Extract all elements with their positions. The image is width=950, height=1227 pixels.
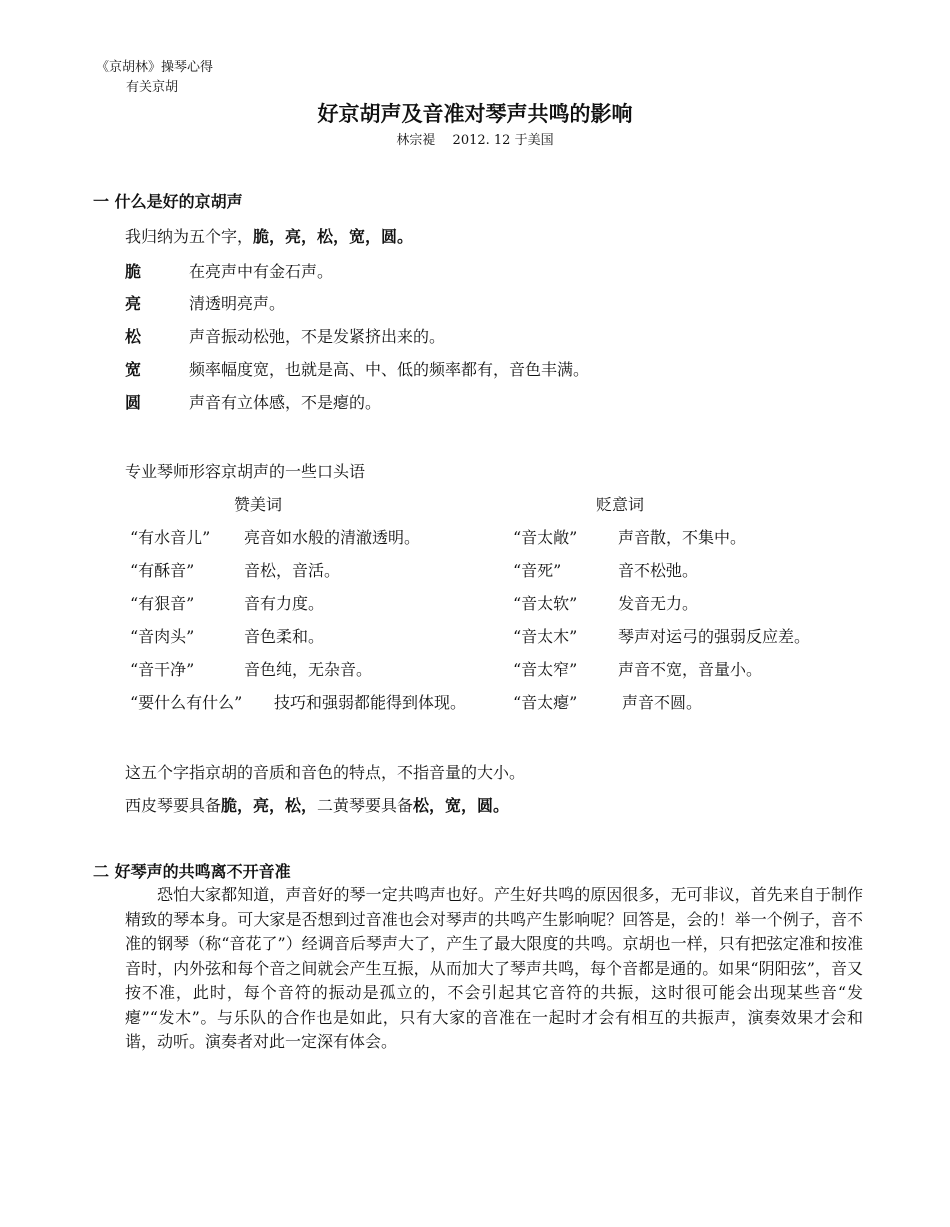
derogatory-desc: 琴声对运弓的强弱反应差。 [618,627,811,646]
praise-term: “有水音儿” [130,528,211,547]
derogatory-desc: 声音不宽，音量小。 [618,660,763,679]
summary-line-2 [125,793,509,816]
page-title: 好京胡声及音准对琴声共鸣的影响 [317,101,633,126]
praise-desc: 音色纯，无杂音。 [244,660,373,679]
five-qualities-intro [125,224,413,247]
derogatory-term: “音太软” [513,594,578,613]
derogatory-desc: 发音无力。 [618,594,699,613]
series-title: 《京胡林》操琴心得 [96,60,214,75]
praise-term: “要什么有什么” [130,693,243,712]
praise-term: “音干净” [130,660,195,679]
author-byline: 林宗褆 2012. 12 于美国 [396,133,554,148]
derogatory-desc: 声音散，不集中。 [618,528,747,547]
definition-term: 圆 [125,393,142,412]
summary-erhuang-qualities: 松，宽，圆。 [413,796,510,815]
praise-desc: 音色柔和。 [244,627,325,646]
praise-desc: 技巧和强弱都能得到体现。 [274,693,467,712]
praise-term: “有狠音” [130,594,195,613]
derogatory-term: “音太窄” [513,660,578,679]
section-1-heading: 一 什么是好的京胡声 [93,192,243,211]
praise-column-header: 赞美词 [234,495,283,514]
praise-desc: 音松，音活。 [244,561,341,580]
definition-desc: 清透明亮声。 [189,294,286,313]
definition-term: 松 [125,327,142,346]
intro-qualities: 脆，亮，松，宽，圆。 [253,227,414,246]
praise-term: “音肉头” [130,627,195,646]
praise-desc: 音有力度。 [244,594,325,613]
praise-term: “有酥音” [130,561,195,580]
derogatory-desc: 音不松弛。 [618,561,699,580]
definition-desc: 声音有立体感，不是瘪的。 [189,393,382,412]
sayings-intro: 专业琴师形容京胡声的一些口头语 [125,462,366,481]
derogatory-term: “音太木” [513,627,578,646]
section-2-paragraph: 恐怕大家都知道，声音好的琴一定共鸣声也好。产生好共鸣的原因很多，无可非议，首先来自于制作精致的琴本身。可大家是否想到过音准也会对琴声的共鸣产生影响呢？回答是，会的！举一个例子，音不准的钢琴（称“音花了”）经调音后琴声大了，产生了最大限度的共鸣。京胡也一样，只有把弦定准和按准音时，内外弦和每个音之间就会产生互振，从而加大了琴声共鸣，每个音都是通的。如果“阴阳弦”，音又按不准，此时，每个音符的振动是孤立的，不会引起其它音符的共振，这时很可能会出现某些音“发瘪”“发木”。与乐队的合作也是如此，只有大家的音准在一起时才会有相互的共振声，演奏效果才会和谐，动听。演奏者对此一定深有体会。 [125,885,863,1051]
derogatory-desc: 声音不圆。 [622,693,703,712]
definition-desc: 频率幅度宽，也就是高、中、低的频率都有，音色丰满。 [189,360,590,379]
derogatory-term: “音死” [513,561,562,580]
derogatory-term: “音太敞” [513,528,578,547]
summary-line-1: 这五个字指京胡的音质和音色的特点，不指音量的大小。 [125,763,526,782]
definition-desc: 在亮声中有金石声。 [189,262,334,281]
definition-term: 宽 [125,360,142,379]
summary-xipi-label: 西皮琴要具备 [125,796,222,815]
section-2-heading: 二 好琴声的共鸣离不开音准 [93,862,291,881]
definition-term: 脆 [125,262,142,281]
series-subtitle: 有关京胡 [126,80,179,95]
summary-erhuang-label: 二黄琴要具备 [317,796,414,815]
intro-prefix: 我归纳为五个字， [125,227,254,246]
derogatory-column-header: 贬意词 [596,495,645,514]
definition-desc: 声音振动松弛，不是发紧挤出来的。 [189,327,446,346]
summary-xipi-qualities: 脆，亮，松， [221,796,318,815]
derogatory-term: “音太瘪” [513,693,578,712]
definition-term: 亮 [125,294,142,313]
praise-desc: 亮音如水般的清澈透明。 [244,528,421,547]
